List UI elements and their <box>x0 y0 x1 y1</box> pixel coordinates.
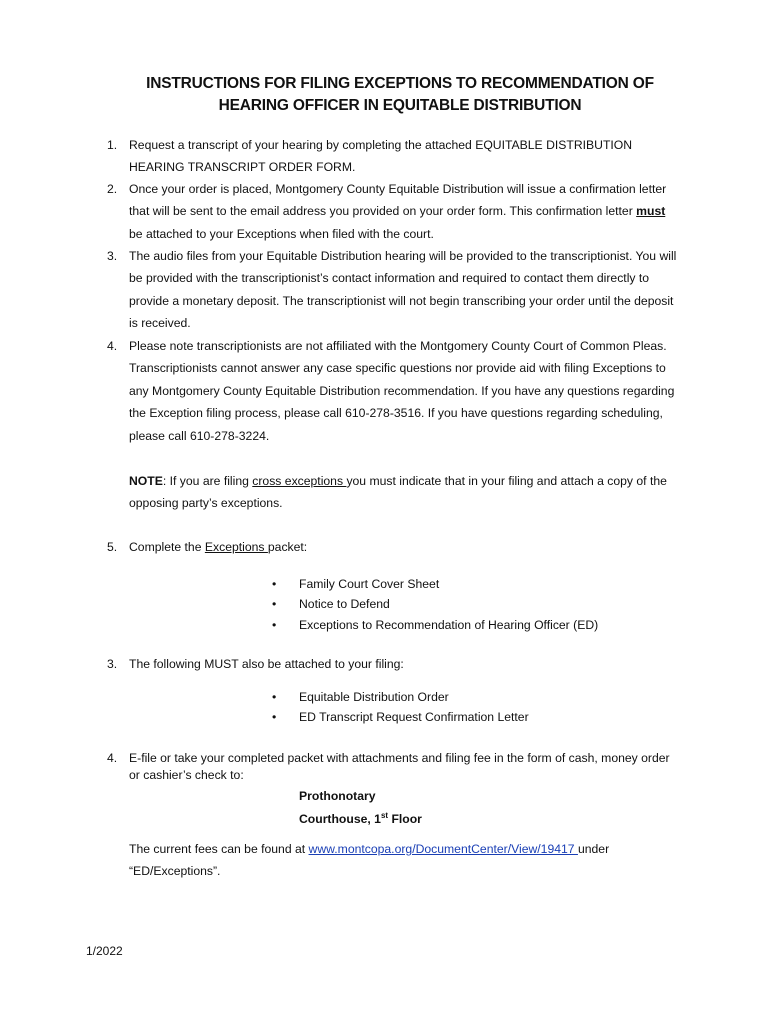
bullet-item: • Equitable Distribution Order <box>272 690 449 704</box>
document-title <box>100 73 700 117</box>
title-line-1: INSTRUCTIONS FOR FILING EXCEPTIONS TO RECOMMENDATION OF <box>146 75 654 92</box>
fees-paragraph: The current fees can be found at www.montcopa.org/DocumentCenter/View/19417 under “ED/Exceptions”. <box>129 842 610 879</box>
item-text: Complete the Exceptions packet: <box>129 540 308 554</box>
bullet-item: • Notice to Defend <box>272 596 390 611</box>
item-text: The audio files from your Equitable Distribution hearing will be provided to the transcriptionist. You will be provided with the transcriptionist’s contact information and required to contact them directly to provide a monetary deposit. The transcriptionist will not begin transcribing your order until the deposit is received. <box>129 249 677 331</box>
note-paragraph: NOTE: If you are filing cross exceptions you must indicate that in your filing and attach a copy of the opposing party’s exceptions. <box>129 474 667 511</box>
item-text: E-file or take your completed packet with attachments and filing fee in the form of cash, money order or cashier’s check to: <box>129 751 670 782</box>
list-item <box>107 245 677 335</box>
list-item <box>107 134 677 179</box>
exceptions-underlined: Exceptions <box>204 540 268 554</box>
title-line-2: HEARING OFFICER IN EQUITABLE DISTRIBUTION <box>218 97 582 114</box>
cross-exceptions-text: cross exceptions <box>252 474 347 488</box>
bullet-item: • Exceptions to Recommendation of Hearing Officer (ED) <box>272 618 599 632</box>
required-attachments-list <box>272 688 529 727</box>
item-text: Please note transcriptionists are not affiliated with the Montgomery County Court of Common Pleas. Transcriptionists cannot answer any case specific questions nor provide aid with filing Exceptions to any Montgomery County Equitable Distribution recommendation. If you have any questions regarding the Exception filing process, please call 610-278-3516. If you have questions regarding scheduling, please call 610-278-3224. <box>129 339 675 443</box>
item-number: 4. <box>107 339 118 353</box>
address-line-2: Courthouse, 1st Floor <box>299 811 422 827</box>
must-emphasis: must <box>636 204 666 219</box>
item-number: 2. <box>107 182 118 196</box>
fees-link[interactable]: www.montcopa.org/DocumentCenter/View/19417 <box>308 842 578 856</box>
item-number: 1. <box>107 138 118 152</box>
bullet-item: • ED Transcript Request Confirmation Letter <box>272 709 529 724</box>
item-number: 4. <box>107 751 118 765</box>
item-text: The following MUST also be attached to your filing: <box>129 657 404 671</box>
prothonotary-address <box>299 787 422 829</box>
exceptions-packet-list <box>272 575 598 636</box>
item-text: Once your order is placed, Montgomery County Equitable Distribution will issue a confirmation letter that will be sent to the email address you provided on your order form. This confirmation letter must be attached to your Exceptions when filed with the court. <box>129 182 667 241</box>
footer-date: 1/2022 <box>86 944 123 958</box>
list-item <box>107 335 677 447</box>
item-number: 5. <box>107 540 118 554</box>
list-item <box>107 653 677 675</box>
list-item <box>107 178 677 245</box>
list-item <box>107 750 677 784</box>
item-text: Request a transcript of your hearing by completing the attached EQUITABLE DISTRIBUTION HEARING TRANSCRIPT ORDER FORM. <box>129 138 633 175</box>
note-label: NOTE <box>129 474 163 488</box>
list-item <box>107 536 677 558</box>
item-number: 3. <box>107 657 118 671</box>
bullet-item: • Family Court Cover Sheet <box>272 577 440 591</box>
item-number: 3. <box>107 249 118 263</box>
address-line-1: Prothonotary <box>299 789 376 803</box>
